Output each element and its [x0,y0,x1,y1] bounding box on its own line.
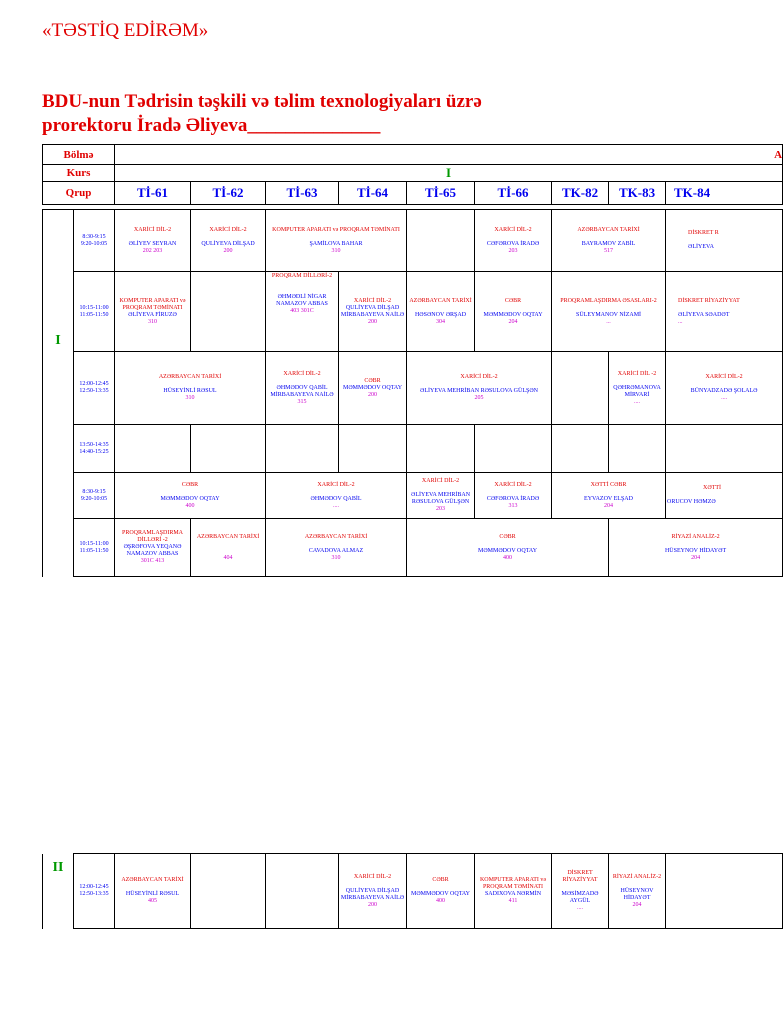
document-title [42,90,482,138]
approval-heading: «TƏSTİQ EDİRƏM» [42,20,209,41]
lesson-cell: CƏBR MƏMMƏDOV OQTAY 400 [407,854,475,929]
lesson-cell: XARİCİ DİL-2 QULİYEVA DİLŞAD 200 [191,210,266,272]
time-slot: 10:15-11:00 11:05-11:50 [74,272,115,352]
day-label [43,473,74,577]
lesson-cell: XARİCİ DİL-2 ƏLİYEVA MEHRİBAN RƏSULOVA GÜLŞƏN 205 [407,352,552,425]
bolme-value: A [115,145,783,165]
day-label: II [43,854,74,929]
lesson-cell: XƏTTİ CƏBR EYVAZOV ELŞAD 204 [552,473,666,519]
lesson-cell [339,425,407,473]
time-slot: 8:30-9:15 9:20-10:05 [74,473,115,519]
lesson-cell: AZƏRBAYCAN TARİXİ HƏSƏNOV ƏRŞAD 304 [407,272,475,352]
lesson-cell: AZƏRBAYCAN TARİXİ HÜSEYİNLİ RƏSUL 310 [115,352,266,425]
lesson-cell: AZƏRBAYCAN TARİXİ BAYRAMOV ZABİL 517 [552,210,666,272]
group-header: TK-82 [552,182,609,205]
lesson-cell: DİSKRET R ƏLİYEVA [666,210,783,272]
group-header: Tİ-65 [407,182,475,205]
lesson-cell [266,425,339,473]
group-header: Tİ-63 [266,182,339,205]
kurs-label: Kurs [43,165,115,182]
lesson-cell: XARİCİ DİL-2 CƏFƏROVA İRADƏ 203 [475,210,552,272]
lesson-cell: KOMPUTER APARATI və PROQRAM TƏMİNATI ŞAMİLOVA BAHAR 310 [266,210,407,272]
time-slot: 10:15-11:00 11:05-11:50 [74,519,115,577]
time-slot: 8:30-9:15 9:20-10:05 [74,210,115,272]
group-header: Tİ-61 [115,182,191,205]
lesson-cell: XARİCİ DİL-2 ƏLİYEV SEYRAN 202 203 [115,210,191,272]
time-slot: 13:50-14:35 14:40-15:25 [74,425,115,473]
lesson-cell: CƏBR MƏMMƏDOV OQTAY 204 [475,272,552,352]
group-header: TK-83 [609,182,666,205]
schedule-upper [42,144,783,576]
lesson-cell: AZƏRBAYCAN TARİXİ HÜSEYİNLİ RƏSUL 405 [115,854,191,929]
lesson-cell [475,425,552,473]
day-label: I [43,210,74,473]
schedule-table-lower [42,853,783,929]
lesson-cell: KOMPUTER APARATI və PROQRAM TƏMİNATI ƏLİYEVA FİRUZƏ 310 [115,272,191,352]
lesson-cell: RİYAZİ ANALİZ-2 HÜSEYNOV HİDAYƏT 204 [609,519,783,577]
lesson-cell: XARİCİ DİL-2 QULİYEVA DİLŞAD MİRBABAYEVA NAİLƏ 200 [339,854,407,929]
lesson-cell: KOMPUTER APARATI və PROQRAM TƏMİNATI SADIXOVA NƏRMİN 411 [475,854,552,929]
lesson-cell: DİSKRET RİYAZİYYAT MƏSİMZADƏ AYGÜL .... [552,854,609,929]
lesson-cell: XARİCİ DİL -2 QƏHRƏMANOVA MİRVARİ .... [609,352,666,425]
lesson-cell [115,425,191,473]
bolme-label: Bölmə [43,145,115,165]
lesson-cell [407,210,475,272]
lesson-cell: DİSKRET RİYAZİYYAT ƏLİYEVA SƏADƏT ... [666,272,783,352]
lesson-cell: XARİCİ DİL-2 BÜNYADZADƏ ŞOLALƏ .... [666,352,783,425]
title-line-2: prorektoru İradə Əliyeva______________ [42,115,381,136]
lesson-cell [407,425,475,473]
lesson-cell: AZƏRBAYCAN TARİXİ CAVADOVA ALMAZ 310 [266,519,407,577]
lesson-cell [552,425,609,473]
lesson-cell [191,425,266,473]
lesson-cell: AZƏRBAYCAN TARİXİ 404 [191,519,266,577]
lesson-cell: PROQRAMLAŞDIRMA ƏSASLARI-2 SÜLEYMANOV NİZAMİ ... [552,272,666,352]
lesson-cell: CƏBR MƏMMƏDOV OQTAY 400 [115,473,266,519]
time-slot: 12:00-12:45 12:50-13:35 [74,352,115,425]
lesson-cell: XƏTTİ ORUCOV HƏMZƏ [666,473,783,519]
lesson-cell [266,854,339,929]
title-line-1: BDU-nun Tədrisin təşkili və təlim texnologiyaları üzrə [42,91,482,112]
lesson-cell: XARİCİ DİL-2 ƏHMƏDOV QABİL .... [266,473,407,519]
lesson-cell [191,272,266,352]
lesson-cell: PROQRAM DİLLƏRİ-2 ƏHMƏDLİ NİGAR NAMAZOV ABBAS 403 301C [266,272,339,352]
group-header: TK-84 [666,182,783,205]
schedule-table-upper [42,144,783,577]
schedule-lower [42,853,768,929]
group-header: Tİ-66 [475,182,552,205]
lesson-cell [552,352,609,425]
lesson-cell: CƏBR MƏMMƏDOV OQTAY 200 [339,352,407,425]
lesson-cell: XARİCİ DİL-2 CƏFƏROVA İRADƏ 313 [475,473,552,519]
lesson-cell: CƏBR MƏMMƏDOV OQTAY 400 [407,519,609,577]
lesson-cell [609,425,666,473]
lesson-cell [191,854,266,929]
group-header: Tİ-62 [191,182,266,205]
lesson-cell: XARİCİ DİL-2 QULİYEVA DİLŞAD MİRBABAYEVA NAİLƏ 200 [339,272,407,352]
lesson-cell [666,425,783,473]
lesson-cell: XARİCİ DİL-2 ƏLİYEVA MEHRİBAN RƏSULOVA GÜLŞƏN 203 [407,473,475,519]
lesson-cell [666,854,783,929]
lesson-cell: RİYAZİ ANALİZ-2 HÜSEYNOV HİDAYƏT 204 [609,854,666,929]
group-header: Tİ-64 [339,182,407,205]
qrup-label: Qrup [43,182,115,205]
time-slot: 12:00-12:45 12:50-13:35 [74,854,115,929]
lesson-cell: PROQRAMLAŞDIRMA DİLLƏRİ -2 ƏŞRƏFOVA YEQANƏ NAMAZOV ABBAS 301C 413 [115,519,191,577]
lesson-cell: XARİCİ DİL-2 ƏHMƏDOV QABİL MİRBABAYEVA NAİLƏ 315 [266,352,339,425]
kurs-value: I [115,165,783,182]
